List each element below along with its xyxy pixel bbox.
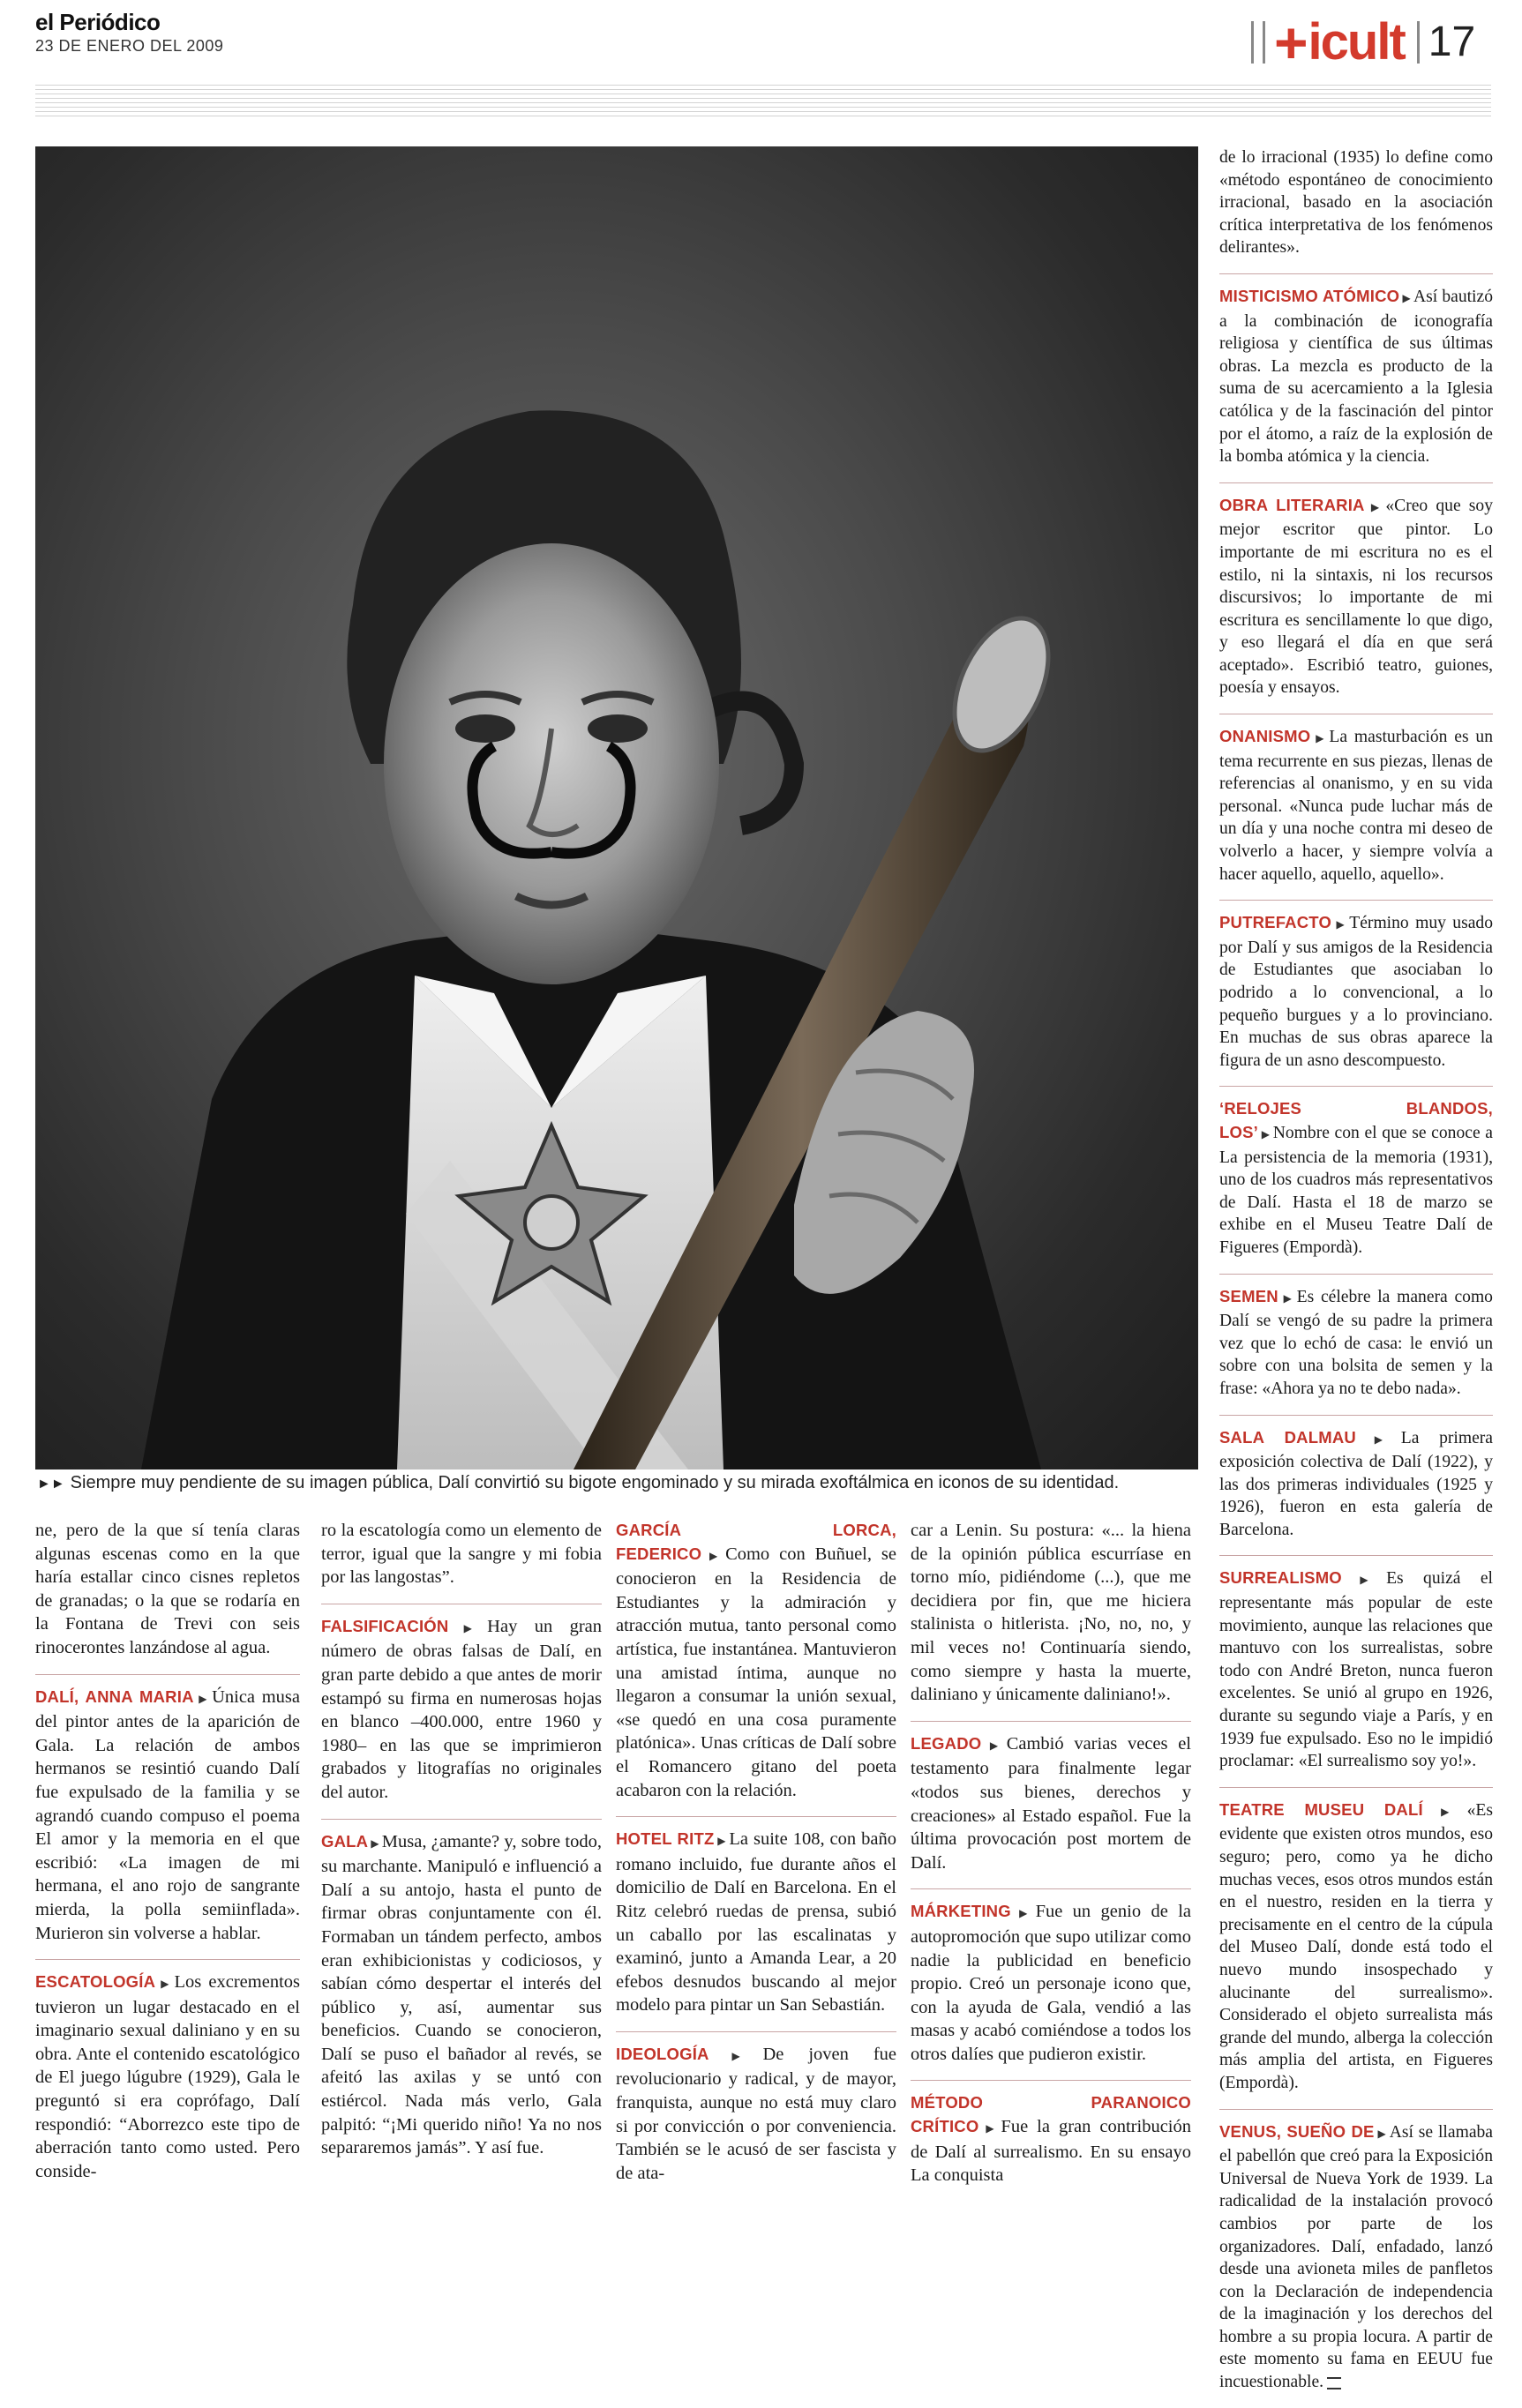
- term-arrow-icon: ▶: [704, 1549, 724, 1562]
- section-divider: [1417, 21, 1420, 64]
- glossary-entry: [35, 1674, 300, 1946]
- glossary-entry: [321, 1819, 602, 2160]
- end-of-article-icon: [1327, 2377, 1341, 2389]
- term-arrow-icon: ▶: [158, 1978, 172, 1991]
- glossary-entry: [1219, 900, 1493, 1072]
- text-column-1: [35, 1519, 300, 2197]
- column-lead: ro la escatología como un elemento de terror, igual que la sangre y mi fobia por las langostas”.: [321, 1521, 602, 1588]
- column-lead: ne, pero de la que sí tenía claras algunas escenas como en la que haría estallar cinco cisnes repletos de granadas; o la que se rodaría en la Fontana de Trevi con seis rinocerontes lanzándose al agua.: [35, 1521, 300, 1657]
- entry-term: ‘RELOJES BLANDOS, LOS’: [1219, 1099, 1493, 1141]
- entry-text: Término muy usado por Dalí y sus amigos de la Residencia de Estudiantes que asociaban lo podrido a lo convencional, a lo pequeño burgues y a lo provinciano. En muchas de sus obras aparece la figura de un asno descompuesto.: [1219, 914, 1494, 1070]
- entry-text: Como con Buñuel, se conocieron en la Residencia de Estudiantes y la admiración y atracción mutua, tanto personal como artística, fue instantánea. Mantuvieron una amistad íntima, aunque no llegaron a consumar la unión sexual, «se quedó en una cosa puramente platónica». Unas críticas de Dalí sobre el Romancero gitano del poeta acabaron con la relación.: [616, 1544, 897, 1800]
- entry-text: «Es evidente que existen otros mundos, eso seguro; pero, como ya he dicho muchas veces, esos otros mundos están en el nuestro, residen en la tierra y precisamente en el centro de la cúpula del Museo Dalí, donde está todo el nuevo mundo insospechado y alucinante del surrealismo». Considerado el objeto surrealista más grande del mundo, alberga la colección más amplia del artista, en Figueres (Empordà).: [1219, 1800, 1493, 2092]
- glossary-entry: [911, 2080, 1191, 2187]
- entry-term: MÉTODO PARANOICO CRÍTICO: [911, 2093, 1191, 2136]
- entry-text: Es célebre la manera como Dalí se vengó de su padre la primera vez que lo echó de casa: le envió un sobre con una bolsita de semen y la frase: «Ahora ya no te debo nada».: [1219, 1287, 1493, 1398]
- glossary-entry: [1219, 1415, 1493, 1542]
- entry-term: IDEOLOGÍA: [616, 2044, 709, 2063]
- glossary-entry: [616, 2031, 896, 2186]
- page-number: 17: [1428, 19, 1476, 65]
- entry-term: PUTREFACTO: [1219, 913, 1332, 932]
- entry-text: «Creo que soy mejor escritor que pintor. Lo importante de mi escritura no es el estilo, ni la sintaxis, ni los recursos discursivos; lo importante de mi escritura es sencillamente lo que digo, y eso llegará el día en que será aceptado». Escribió teatro, guiones, poesía y ensayos.: [1219, 496, 1493, 698]
- term-arrow-icon: ▶: [1260, 1127, 1271, 1140]
- glossary-entry: [1219, 273, 1493, 468]
- glossary-entry: [1219, 1274, 1493, 1401]
- text-column-4: [911, 1519, 1191, 2202]
- term-arrow-icon: ▶: [981, 2122, 999, 2135]
- term-arrow-icon: ▶: [196, 1692, 210, 1705]
- entry-term: ESCATOLOGÍA: [35, 1972, 156, 1992]
- entry-text: De joven fue revolucionario y radical, y de mayor, franquista, aunque no está muy claro si por convicción o por conveniencia. También se le acusó de ser fascista y de ata-: [616, 2044, 897, 2183]
- term-arrow-icon: ▶: [1402, 291, 1411, 304]
- entry-text: Hay un gran número de obras falsas de Dalí, en gran parte debido a que antes de morir estampó su firma en numerosas hojas en blanco –400.000, entre 1960 y 1980– en las que se imprimieron grabados y litografías no originales del autor.: [321, 1616, 602, 1802]
- section-name: icult: [1308, 13, 1405, 71]
- entry-term: OBRA LITERARIA: [1219, 495, 1365, 514]
- section-bars-icon: [1251, 21, 1265, 64]
- glossary-entry: [35, 1959, 300, 2183]
- entry-text: Fue la gran contribución de Dalí al surrealismo. En su ensayo La conquista: [911, 2117, 1191, 2186]
- caption-text: Siempre muy pendiente de su imagen pública, Dalí convirtió su bigote engominado y su mirada exoftálmica en iconos de su identidad.: [70, 1473, 1120, 1492]
- glossary-entry: [1219, 2109, 1493, 2394]
- issue-date: 23 DE ENERO DEL 2009: [35, 37, 224, 55]
- column-lead: car a Lenin. Su postura: «... la hiena de la opinión pública escurríase en torno mío, pidiéndome (...), que me decidiera por fin, que me hiciera stalinista o hitlerista. ¡No, no, no, y mil veces no! Continuaría siendo, como siempre y hasta la muerte, daliniano y únicamente daliniano!».: [911, 1521, 1191, 1705]
- entry-text: Fue un genio de la autopromoción que supo utilizar como nadie la publicidad en beneficio propio. Creó un personaje icono que, con la ayuda de Gala, vendió a las masas y acabó comiéndose a todos los otros dalíes que pudieron existir.: [911, 1902, 1191, 2064]
- entry-term: LEGADO: [911, 1733, 982, 1753]
- photo-caption: [37, 1473, 1198, 1493]
- term-arrow-icon: ▶: [1334, 918, 1347, 931]
- entry-text: Los excrementos tuvieron un lugar destacado en el imaginario sexual daliniano y en su obra. Ante el contenido escatológico de El juego lúgubre (1929), Gala le preguntó si era coprófago, Dalí respondió: “Aborrezco este tipo de aberración tanto como usted. Pero conside-: [35, 1972, 300, 2181]
- portrait-illustration: [35, 146, 1198, 1469]
- section-plus: +: [1274, 10, 1308, 75]
- entry-term: SALA DALMAU: [1219, 1427, 1356, 1447]
- column-lead: de lo irracional (1935) lo define como «método espontáneo de conocimiento irracional, basado en la asociación crítica interpretativa de los fenómenos delirantes».: [1219, 148, 1493, 258]
- entry-text: Única musa del pintor antes de la aparición de Gala. La relación de ambos hermanos se resintió cuando Dalí fue expulsado de la familia y se agrandó cuando compuso el poema El amor y la memoria en el que escribió: «La imagen de mi hermana, el ano rojo de sangrante mierda, la polla semiinflada». Murieron sin volverse a hablar.: [35, 1686, 300, 1943]
- glossary-entry: [1219, 1555, 1493, 1772]
- term-arrow-icon: ▶: [1376, 2127, 1387, 2140]
- glossary-entry: [911, 1888, 1191, 2066]
- entry-text: La suite 108, con baño romano incluido, fue durante años el domicilio de Dalí en Barcelona. En el Ritz celebró ruedas de prensa, subió un caballo por las escalinatas y examinó, junto a Amanda Lear, a 20 efebos desnudos buscando al mejor modelo para pintar un San Sebastián.: [616, 1829, 896, 2015]
- text-column-2: [321, 1519, 602, 2174]
- term-arrow-icon: ▶: [1425, 1805, 1465, 1818]
- term-arrow-icon: ▶: [1013, 1907, 1033, 1920]
- term-arrow-icon: ▶: [451, 1621, 485, 1634]
- term-arrow-icon: ▶: [1358, 1432, 1398, 1446]
- term-arrow-icon: ▶: [1344, 1574, 1384, 1587]
- entry-term: TEATRE MUSEU DALÍ: [1219, 1799, 1423, 1819]
- entry-text: Cambió varias veces el testamento para finalmente legar «todos sus bienes, derechos y creaciones» al Estado español. Fue la última provocación post mortem de Dalí.: [911, 1733, 1191, 1873]
- glossary-entry: [321, 1604, 602, 1805]
- portrait-photo: [35, 146, 1198, 1469]
- caption-arrows-icon: ►►: [37, 1477, 65, 1492]
- term-arrow-icon: ▶: [984, 1739, 1004, 1752]
- page-header: [0, 0, 1522, 97]
- term-arrow-icon: ▶: [1367, 500, 1383, 513]
- entry-term: VENUS, SUEÑO DE: [1219, 2121, 1375, 2141]
- term-arrow-icon: ▶: [716, 1835, 727, 1848]
- term-arrow-icon: ▶: [371, 1836, 379, 1850]
- entry-text: La primera exposición colectiva de Dalí (1922), y las dos primeras individuales (1925 y 1926), fueron en esta galería de Barcelona.: [1219, 1428, 1493, 1539]
- header-rule: [35, 85, 1491, 118]
- glossary-entry: [1219, 1787, 1493, 2095]
- entry-term: GALA: [321, 1831, 369, 1851]
- glossary-entry: [911, 1721, 1191, 1875]
- entry-text: Así bautizó a la combinación de iconografía religiosa y científica de sus últimas obras. La mezcla es producto de la suma de su acercamiento a la Iglesia católica y de la fascinación del pintor por el átomo, a raíz de la explosión de la bomba atómica y la ciencia.: [1219, 287, 1493, 467]
- entry-text: Nombre con el que se conoce a La persistencia de la memoria (1931), uno de los cuadros más representativos de Dalí. Hasta el 18 de marzo se exhibe en el Museu Teatre Dalí de Figueres (Empordà).: [1219, 1123, 1493, 1257]
- text-column-5: [1219, 146, 1493, 2408]
- entry-term: MISTICISMO ATÓMICO: [1219, 286, 1400, 305]
- entry-text: Musa, ¿amante? y, sobre todo, su marchante. Manipuló e influenció a Dalí a su antojo, hasta el punto de firmar obras conjuntamente con él. Formaban un tándem perfecto, ambos eran exhibicionistas y codiciosos, y sabían cómo despertar el interés del público y, así, aumentar sus beneficios. Cuando se conocieron, Dalí se puso el bañador al revés, se afeitó las axilas y se untó con estiércol. Nada más verlo, Gala palpitó: “¡Mi querido niño! Ya no nos separaremos jamás”. Y así fue.: [321, 1831, 602, 2158]
- entry-term: HOTEL RITZ: [616, 1829, 715, 1849]
- entry-text: La masturbación es un tema recurrente en sus piezas, llenas de referencias al onanismo, y en su vida personal. «Nunca pude luchar más de un día y una noche contra mi deseo de volverlo a hacer, y siempre volvía a hacer aquello, aquello, aquello».: [1219, 728, 1493, 884]
- glossary-entry: [1219, 714, 1493, 886]
- entry-term: SURREALISMO: [1219, 1568, 1342, 1588]
- entry-text: Así se llamaba el pabellón que creó para la Exposición Universal de Nueva York de 1939. La radicalidad de la instalación provocó cambios por parte de los organizadores. Dalí, enfadado, lanzó desde una avioneta miles de panfletos con la Declaración de independencia de la imaginación y los derechos del hombre a su propia locura. A partir de este momento su fama en EEUU fue incuestionable.: [1219, 2122, 1494, 2392]
- entry-term: DALÍ, ANNA MARIA: [35, 1686, 194, 1706]
- entry-term: MÁRKETING: [911, 1902, 1011, 1921]
- glossary-entry: [616, 1816, 896, 2017]
- term-arrow-icon: ▶: [711, 2049, 761, 2062]
- entry-text: Es quizá el representante más popular de este movimiento, aunque las relaciones que mantuvo con los surrealistas, sobre todo con André Breton, nunca fueron excelentes. Se unió al grupo en 1926, durante su segundo viaje a París, y en 1939 fue expulsado. Eso no le impidió proclamar: «El surrealismo soy yo!».: [1219, 1569, 1494, 1771]
- entry-term: FALSIFICACIÓN: [321, 1616, 449, 1635]
- term-arrow-icon: ▶: [1280, 1291, 1294, 1305]
- entry-term: ONANISMO: [1219, 727, 1311, 746]
- glossary-entry: [1219, 1086, 1493, 1259]
- masthead: el Periódico: [35, 9, 161, 35]
- text-column-3: [616, 1519, 896, 2199]
- glossary-entry: [616, 1519, 896, 1802]
- glossary-entry: [1219, 482, 1493, 699]
- section-logo: [1251, 10, 1476, 75]
- entry-term: SEMEN: [1219, 1286, 1278, 1305]
- entry-term: GARCÍA LORCA, FEDERICO: [616, 1521, 896, 1563]
- term-arrow-icon: ▶: [1313, 732, 1327, 745]
